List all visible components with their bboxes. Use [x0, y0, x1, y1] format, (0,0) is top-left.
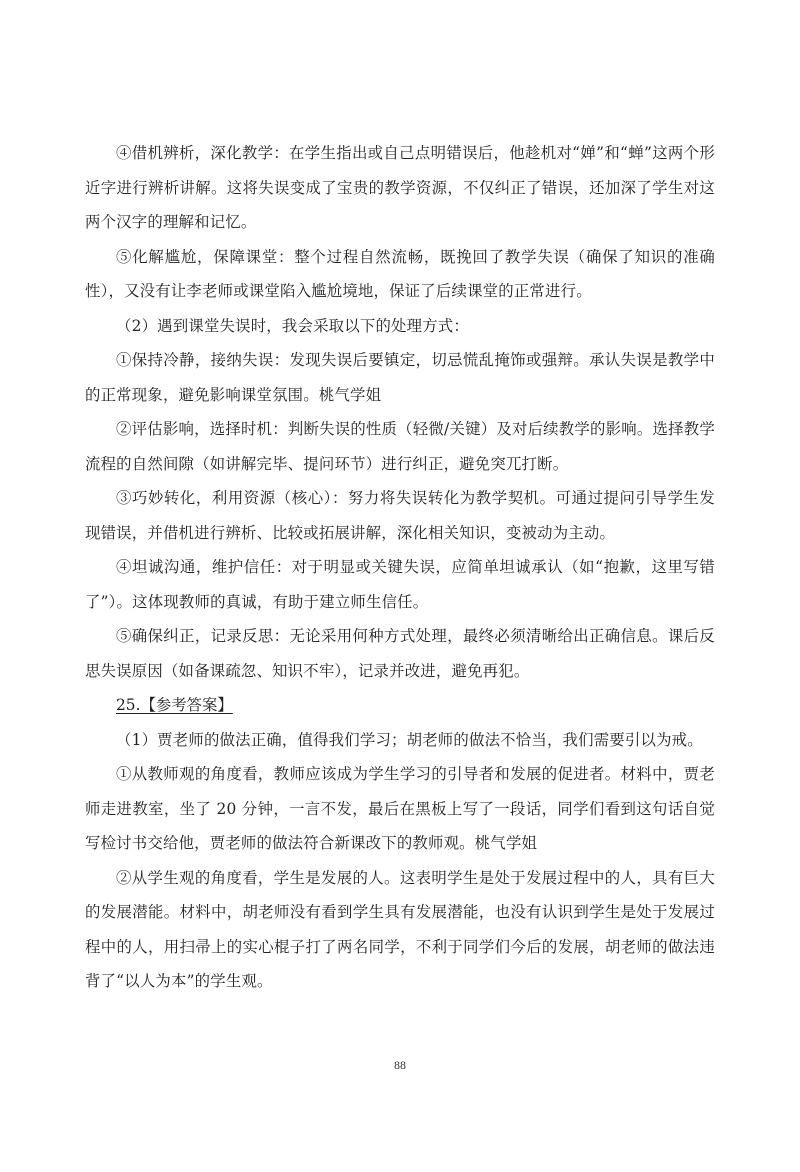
paragraph-item-4: ④借机辨析，深化教学：在学生指出或自己点明错误后，他趁机对“婵”和“蝉”这两个形近字进行辨析讲解。这将失误变成了宝贵的教学资源，不仅纠正了错误，还加深了学生对这两个汉字的理解和记忆。 [85, 144, 715, 231]
method-item-2: ②评估影响，选择时机：判断失误的性质（轻微/关键）及对后续教学的影响。选择教学流程的自然间隙（如讲解完毕、提问环节）进行纠正，避免突兀打断。 [85, 420, 715, 473]
answer-summary: （1）贾老师的做法正确，值得我们学习；胡老师的做法不恰当，我们需要引以为戒。 [116, 730, 703, 749]
method-item-1: ①保持冷静，接纳失误：发现失误后要镇定，切忌慌乱掩饰或强辩。承认失误是教学中的正常现象，避免影响课堂氛围。桃气学姐 [85, 351, 715, 404]
page-content [85, 136, 715, 999]
section-intro-2: （2）遇到课堂失误时，我会采取以下的处理方式： [116, 316, 469, 335]
answer-point-1: ①从教师观的角度看，教师应该成为学生学习的引导者和发展的促进者。材料中，贾老师走进教室，坐了 20 分钟，一言不发，最后在黑板上写了一段话，同学们看到这句话自觉写检讨书交给他，贾老师的做法符合新课改下的教师观。桃气学姐 [85, 765, 715, 852]
method-item-5: ⑤确保纠正，记录反思：无论采用何种方式处理，最终必须清晰给出正确信息。课后反思失误原因（如备课疏忽、知识不牢），记录并改进，避免再犯。 [85, 627, 715, 680]
page-number: 88 [394, 1058, 406, 1072]
method-item-3: ③巧妙转化，利用资源（核心）：努力将失误转化为教学契机。可通过提问引导学生发现错误，并借机进行辨析、比较或拓展讲解，深化相关知识，变被动为主动。 [85, 489, 715, 542]
method-item-4: ④坦诚沟通，维护信任：对于明显或关键失误，应简单坦诚承认（如“抱歉，这里写错了”）。这体现教师的真诚，有助于建立师生信任。 [85, 558, 715, 611]
paragraph-item-5: ⑤化解尴尬，保障课堂：整个过程自然流畅，既挽回了教学失误（确保了知识的准确性），又没有让李老师或课堂陷入尴尬境地，保证了后续课堂的正常进行。 [85, 247, 715, 300]
answer-point-2: ②从学生观的角度看，学生是发展的人。这表明学生是处于发展过程中的人，具有巨大的发展潜能。材料中，胡老师没有看到学生具有发展潜能，也没有认识到学生是处于发展过程中的人，用扫帚上的实心棍子打了两名同学，不利于同学们今后的发展，胡老师的做法违背了“以人为本”的学生观。 [85, 868, 715, 990]
answer-heading [85, 688, 715, 723]
answer-heading-text: 25.【参考答案】 [116, 696, 233, 714]
